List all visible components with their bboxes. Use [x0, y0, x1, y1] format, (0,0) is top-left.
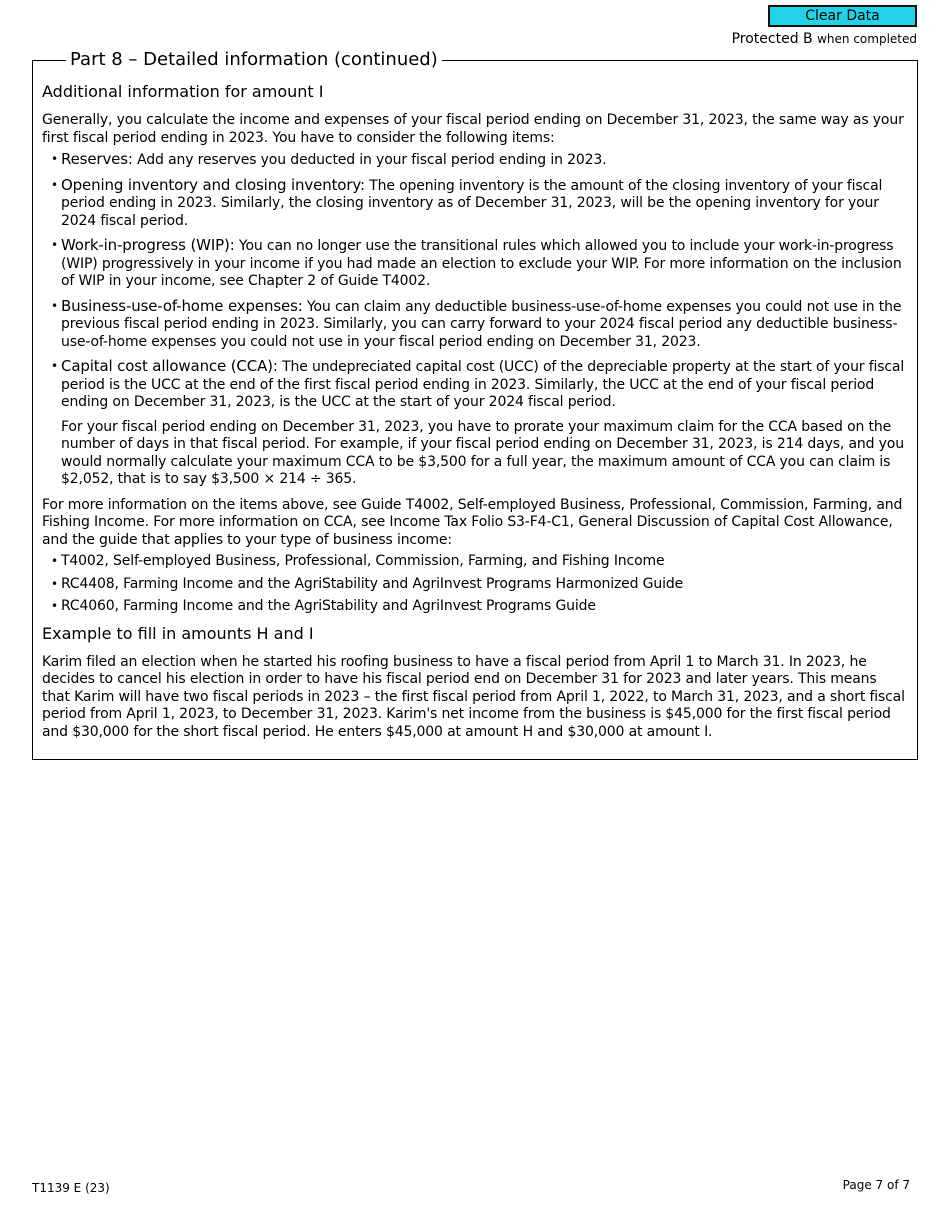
clear-data-button[interactable]: Clear Data: [768, 5, 917, 27]
guide-text: RC4060, Farming Income and the AgriStability and AgriInvest Programs Guide: [61, 598, 596, 614]
bullet-icon: •: [51, 359, 58, 373]
item-term: Capital cost allowance (CCA):: [61, 357, 278, 375]
list-item-home-expenses: [42, 298, 908, 352]
page-number: Page 7 of 7: [842, 1178, 910, 1192]
cca-proration-note: For your fiscal period ending on December 31, 2023, you have to prorate your maximum claim for the CCA based on the number of days in that fiscal period. For example, if your fiscal period ending on December 31, 2023, is 214 days, and you would normally calculate your maximum CCA to be $3,500 for a full year, the maximum amount of CCA you can claim is $2,052, that is to say $3,500 × 214 ÷ 365.: [61, 418, 904, 487]
guide-text: T4002, Self-employed Business, Professional, Commission, Farming, and Fishing Income: [61, 553, 665, 569]
section-heading-amount-i: Additional information for amount I: [42, 82, 324, 101]
more-info-paragraph: For more information on the items above, see Guide T4002, Self-employed Business, Professional, Commission, Farming, and Fishing Income. For more information on CCA, see Income Tax Folio S3-F4-C1, General Discussion of Capital Cost Allowance, and the guide that applies to your type of business income:: [42, 496, 903, 548]
protected-status: [732, 31, 917, 48]
section-heading-example: Example to fill in amounts H and I: [42, 623, 314, 643]
item-text: You can no longer use the transitional rules which allowed you to include your work-in-progress (WIP) progressively in your income if you had made an election to exclude your WIP. For more information on the inclusion of WIP in your income, see Chapter 2 of Guide T4002.: [61, 238, 902, 289]
bullet-icon: •: [51, 177, 58, 192]
item-text: Add any reserves you deducted in your fiscal period ending in 2023.: [132, 152, 607, 168]
list-item-cca: [42, 358, 908, 489]
guide-text: RC4408, Farming Income and the AgriStability and AgriInvest Programs Harmonized Guide: [61, 575, 684, 592]
list-item-inventory: [42, 177, 908, 231]
example-paragraph: Karim filed an election when he started his roofing business to have a fiscal period from April 1 to March 31. In 2023, he decides to cancel his election in order to have his fiscal period end on December 31 for 2023 and later years. This means that Karim will have two fiscal periods in 2023 – the first fiscal period from April 1, 2022, to March 31, 2023, and a short fiscal period from April 1, 2023, to December 31, 2023. Karim's net income from the business is $45,000 for the first fiscal period and $30,000 for the short fiscal period. He enters $45,000 at amount H and $30,000 at amount I.: [42, 653, 905, 740]
item-text: The undepreciated capital cost (UCC) of the depreciable property at the start of your fiscal period is the UCC at the end of the first fiscal period ending in 2023. Similarly, the UCC at the end of your fiscal period ending on December 31, 2023, is the UCC at the start of your 2024 fiscal period.: [61, 359, 905, 410]
intro-paragraph: Generally, you calculate the income and expenses of your fiscal period ending on December 31, 2023, the same way as your first fiscal period ending in 2023. You have to consider the following items:: [42, 112, 904, 146]
bullet-icon: •: [51, 238, 58, 252]
bullet-icon: •: [51, 152, 58, 166]
protected-suffix: when completed: [817, 32, 917, 46]
guide-item: [42, 598, 908, 616]
bullet-icon: •: [51, 554, 58, 568]
list-item-reserves: [42, 151, 908, 170]
part-8-section: [32, 50, 918, 760]
protected-label: Protected B: [731, 31, 813, 47]
item-term: Work-in-progress (WIP):: [61, 236, 235, 254]
guides-list: [42, 553, 908, 616]
item-term: Business-use-of-home expenses:: [61, 296, 303, 315]
items-list: [42, 151, 908, 489]
bullet-icon: •: [51, 599, 58, 613]
part-title: Part 8 – Detailed information (continued): [70, 49, 438, 70]
form-id: T1139 E (23): [32, 1181, 110, 1195]
item-text: You can claim any deductible business-use-of-home expenses you could not use in the previous fiscal period ending in 2023. Similarly, you can carry forward to your 2024 fiscal period any deductible business-use-of-home expenses you could not use in your fiscal period ending on December 31, 2023.: [61, 298, 902, 350]
bullet-icon: •: [51, 298, 58, 313]
item-text: The opening inventory is the amount of the closing inventory of your fiscal period ending in 2023. Similarly, the closing inventory as of December 31, 2023, will be the opening inventory for your 2024 fiscal period.: [61, 177, 883, 229]
guide-item: [42, 553, 908, 571]
bullet-icon: •: [51, 576, 58, 591]
list-item-wip: [42, 237, 908, 291]
item-term: Opening inventory and closing inventory:: [61, 175, 365, 194]
item-term: Reserves:: [61, 150, 133, 168]
guide-item: [42, 576, 908, 594]
